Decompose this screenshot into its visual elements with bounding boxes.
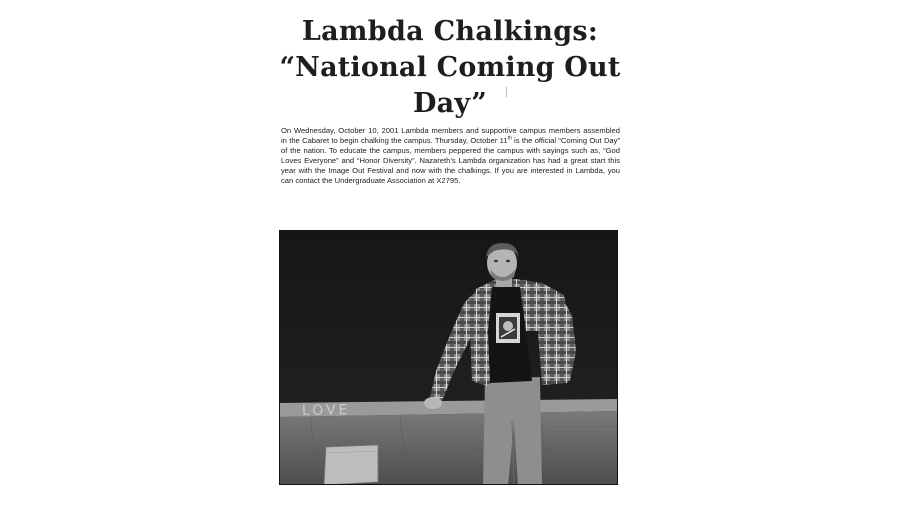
ordinal-suffix: th bbox=[507, 135, 512, 142]
article-photo bbox=[279, 230, 618, 485]
photo-illustration bbox=[280, 231, 618, 485]
page-title bbox=[250, 14, 650, 122]
title-line-1: Lambda Chalkings: bbox=[301, 16, 599, 47]
article-body-part-1: On Wednesday, October 10, 2001 Lambda members and supportive campus members assembled in the Cabaret to begin chalking the campus. Thursday, October 11 bbox=[281, 126, 620, 146]
person-hand bbox=[424, 397, 442, 409]
chalk-writing: LOVE bbox=[301, 402, 351, 419]
title-line-2: “National Coming Out Day” bbox=[279, 52, 621, 119]
article-body bbox=[281, 126, 620, 187]
article-body-part-2: is the official “Coming Out Day” of the nation. To educate the campus, members peppered the campus with sayings such as, “God Loves Everyone” and “Honor Diversity”. Nazareth’s Lambda organization has had a great start this year with the Image Out Festival and now with the chalkings. If you are interested in Lambda, you can contact the Undergraduate Association at X2795. bbox=[281, 136, 620, 186]
scan-speck bbox=[506, 87, 507, 97]
